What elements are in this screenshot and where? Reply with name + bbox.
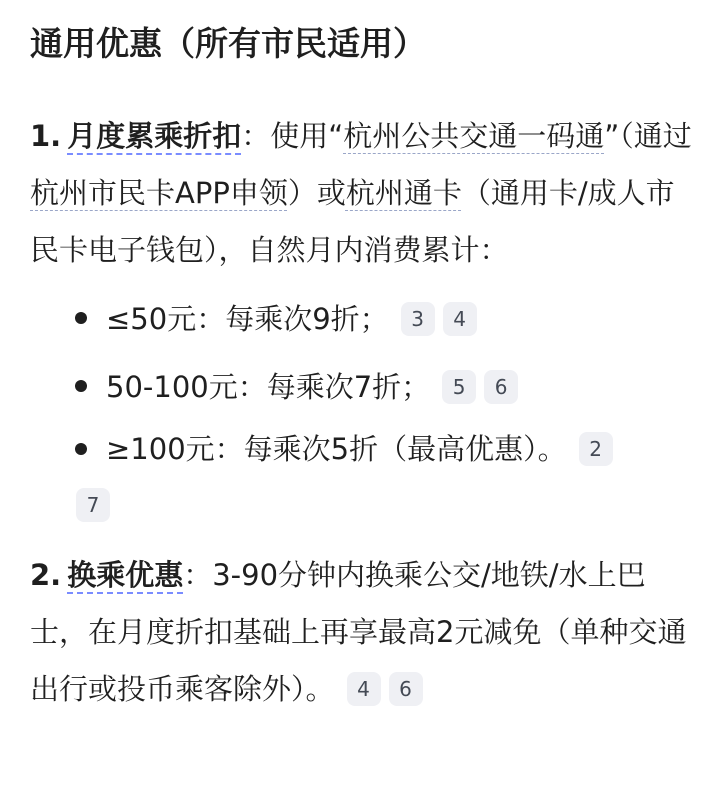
term-link-transfer-discount[interactable]: 换乘优惠 <box>67 558 184 592</box>
citation-badge[interactable]: 3 <box>401 302 435 336</box>
citation-badge[interactable]: 6 <box>389 672 423 706</box>
answer-content <box>30 16 700 718</box>
term-link-app-name[interactable]: 杭州公共交通一码通 <box>343 119 605 153</box>
citation-badge[interactable]: 5 <box>442 370 476 404</box>
term-link-card-name[interactable]: 杭州通卡 <box>345 176 462 210</box>
text-segment: ”（通过 <box>604 119 692 153</box>
term-link-monthly-discount[interactable]: 月度累乘折扣 <box>67 119 242 153</box>
item-number: 2. <box>30 558 62 592</box>
list-item <box>30 421 700 533</box>
bullet-dot <box>75 380 87 392</box>
bullet-dot <box>75 443 87 455</box>
text-segment: “ <box>328 119 344 153</box>
tier-text: 50-100元：每乘次7折； <box>106 370 431 404</box>
citation-badge[interactable]: 6 <box>484 370 518 404</box>
paragraph-transfer-discount <box>30 547 700 718</box>
discount-tier-list <box>30 285 700 533</box>
citation-badge[interactable]: 4 <box>443 302 477 336</box>
list-item <box>30 285 700 353</box>
text-segment: ：3-90分钟内换乘公交/地铁/水上巴士，在月度折扣基础上再享最高2元减免（单种交通出行或投币乘客除外）。 <box>30 558 687 706</box>
citation-badge[interactable]: 2 <box>579 432 613 466</box>
term-link-app-source[interactable]: 杭州市民卡APP申领 <box>30 176 288 210</box>
citation-badge[interactable]: 4 <box>347 672 381 706</box>
section-heading: 通用优惠（所有市民适用） <box>30 24 426 63</box>
text-segment: ：使用 <box>241 119 329 153</box>
bullet-dot <box>75 312 87 324</box>
paragraph-monthly-discount <box>30 108 700 279</box>
text-segment: ）或 <box>287 176 346 210</box>
tier-text: ≥100元：每乘次5折（最高优惠）。 <box>106 432 567 466</box>
item-number: 1. <box>30 119 62 153</box>
citation-badge[interactable]: 7 <box>76 488 110 522</box>
tier-text: ≤50元：每乘次9折； <box>106 302 389 336</box>
text-segment: （通用卡/成人市民卡电子钱包），自然月内消费累计： <box>30 176 675 267</box>
list-item <box>30 353 700 421</box>
